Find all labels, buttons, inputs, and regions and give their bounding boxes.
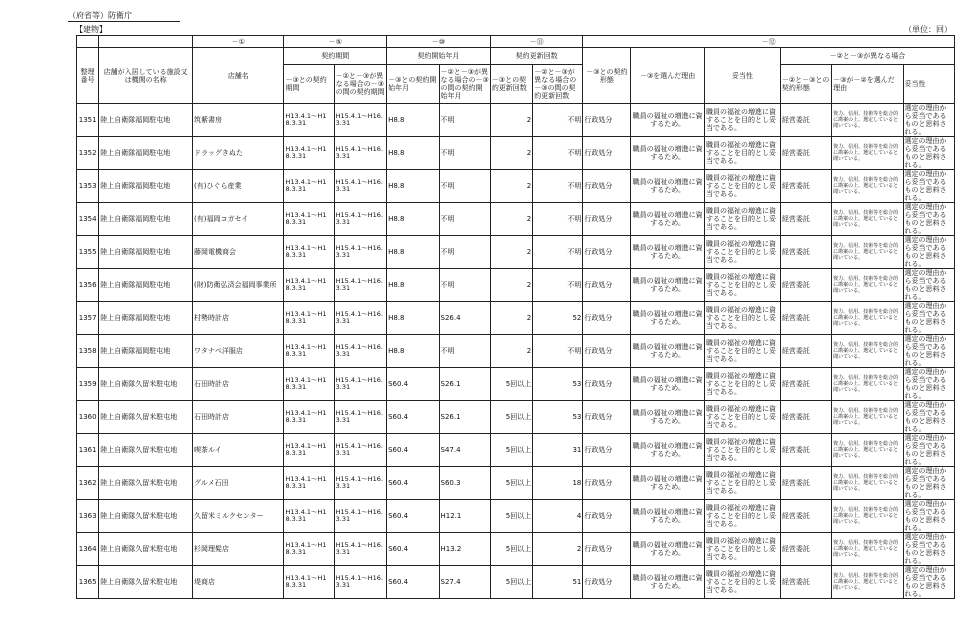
- subgroup-diff-case: －②と－③が異なる場合: [780, 48, 954, 65]
- cell-period3: H13.4.1～H18.3.31: [284, 170, 334, 203]
- cell-reason3: 職員の福祉の増進に資するため。: [631, 104, 705, 137]
- cell-start-diff: H13.2: [439, 533, 490, 566]
- category-label: 【建物】: [75, 25, 107, 34]
- cell-start3: H8.8: [387, 137, 439, 170]
- cell-office: 陸上自衛隊久留米駐屯地: [99, 434, 193, 467]
- table-row: [77, 104, 955, 137]
- cell-renew3: 2: [490, 302, 532, 335]
- col-renew-diff: －②と－③が異なる場合の－③の間の契約更新回数: [533, 65, 583, 104]
- cell-start-diff: 不明: [439, 203, 490, 236]
- cell-renew-diff: 不明: [533, 137, 583, 170]
- cell-office: 陸上自衛隊久留米駐屯地: [99, 467, 193, 500]
- cell-reason23: 資力、信用、技術等を総合的に勘案の上、選定していると聞いている。: [832, 467, 903, 500]
- col-form23: －②と－③との契約形態: [780, 65, 831, 104]
- cell-period-diff: H15.4.1～H16.3.31: [334, 368, 386, 401]
- cell-period3: H13.4.1～H18.3.31: [284, 269, 334, 302]
- col-renew3: －③との契約更新回数: [490, 65, 532, 104]
- cell-shop: 杉岡理髪店: [193, 533, 284, 566]
- cell-form23: 経営委託: [780, 500, 831, 533]
- cell-reason3: 職員の福祉の増進に資するため。: [631, 533, 705, 566]
- cell-period-diff: H15.4.1～H16.3.31: [334, 401, 386, 434]
- group-11: －⑪: [490, 36, 583, 48]
- cell-start-diff: 不明: [439, 137, 490, 170]
- header-blank: [77, 36, 99, 48]
- cell-period-diff: H15.4.1～H16.3.31: [334, 434, 386, 467]
- cell-start3: H8.8: [387, 335, 439, 368]
- cell-form23: 経営委託: [780, 170, 831, 203]
- cell-form23: 経営委託: [780, 236, 831, 269]
- cell-no: 1360: [77, 401, 99, 434]
- cell-renew-diff: 2: [533, 533, 583, 566]
- col-reason23: －③が－②を選んだ理由: [832, 65, 903, 104]
- cell-start-diff: 不明: [439, 170, 490, 203]
- cell-renew3: 2: [490, 269, 532, 302]
- cell-period-diff: H15.4.1～H16.3.31: [334, 203, 386, 236]
- cell-shop: ワタナベ洋服店: [193, 335, 284, 368]
- cell-validity: 職員の福祉の増進に資することを目的とし妥当である。: [704, 137, 780, 170]
- cell-validity2: 選定の理由から妥当であるものと思料される。: [903, 269, 954, 302]
- col-no: 整理番号: [77, 48, 99, 104]
- table-row: [77, 236, 955, 269]
- cell-office: 陸上自衛隊福岡駐屯地: [99, 236, 193, 269]
- cell-start-diff: H12.1: [439, 500, 490, 533]
- cell-validity2: 選定の理由から妥当であるものと思料される。: [903, 335, 954, 368]
- table-row: [77, 467, 955, 500]
- table-row: [77, 269, 955, 302]
- cell-validity: 職員の福祉の増進に資することを目的とし妥当である。: [704, 434, 780, 467]
- cell-validity2: 選定の理由から妥当であるものと思料される。: [903, 566, 954, 599]
- cell-office: 陸上自衛隊福岡駐屯地: [99, 269, 193, 302]
- cell-renew-diff: 52: [533, 302, 583, 335]
- cell-reason23: 資力、信用、技術等を総合的に勘案の上、選定していると聞いている。: [832, 401, 903, 434]
- cell-office: 陸上自衛隊福岡駐屯地: [99, 335, 193, 368]
- cell-form3: 行政処分: [583, 500, 631, 533]
- cell-validity2: 選定の理由から妥当であるものと思料される。: [903, 467, 954, 500]
- cell-period3: H13.4.1～H18.3.31: [284, 467, 334, 500]
- cell-period-diff: H15.4.1～H16.3.31: [334, 533, 386, 566]
- cell-office: 陸上自衛隊福岡駐屯地: [99, 170, 193, 203]
- unit-label: （単位：回）: [904, 25, 952, 34]
- cell-reason3: 職員の福祉の増進に資するため。: [631, 269, 705, 302]
- subgroup-contract-period: 契約期間: [284, 48, 387, 65]
- cell-reason23: 資力、信用、技術等を総合的に勘案の上、選定していると聞いている。: [832, 203, 903, 236]
- cell-no: 1361: [77, 434, 99, 467]
- cell-start3: S60.4: [387, 434, 439, 467]
- table-row: [77, 335, 955, 368]
- cell-form23: 経営委託: [780, 566, 831, 599]
- cell-period3: H13.4.1～H18.3.31: [284, 203, 334, 236]
- subgroup-renewal-count: 契約更新回数: [490, 48, 583, 65]
- cell-shop: グルメ石田: [193, 467, 284, 500]
- ministry-label: （府省等）防衛庁: [68, 11, 180, 22]
- cell-start3: H8.8: [387, 170, 439, 203]
- cell-renew3: 5回以上: [490, 434, 532, 467]
- cell-reason3: 職員の福祉の増進に資するため。: [631, 137, 705, 170]
- cell-validity: 職員の福祉の増進に資することを目的とし妥当である。: [704, 566, 780, 599]
- cell-start-diff: 不明: [439, 335, 490, 368]
- cell-validity: 職員の福祉の増進に資することを目的とし妥当である。: [704, 203, 780, 236]
- group-10: －⑩: [387, 36, 491, 48]
- cell-renew-diff: 不明: [533, 170, 583, 203]
- cell-no: 1353: [77, 170, 99, 203]
- cell-start3: S60.4: [387, 566, 439, 599]
- cell-renew3: 5回以上: [490, 500, 532, 533]
- cell-form23: 経営委託: [780, 203, 831, 236]
- cell-period3: H13.4.1～H18.3.31: [284, 401, 334, 434]
- cell-no: 1359: [77, 368, 99, 401]
- cell-period3: H13.4.1～H18.3.31: [284, 368, 334, 401]
- cell-renew3: 5回以上: [490, 467, 532, 500]
- table-row: [77, 137, 955, 170]
- cell-reason23: 資力、信用、技術等を総合的に勘案の上、選定していると聞いている。: [832, 302, 903, 335]
- cell-shop: 喫茶ルイ: [193, 434, 284, 467]
- cell-start3: H8.8: [387, 302, 439, 335]
- cell-validity2: 選定の理由から妥当であるものと思料される。: [903, 203, 954, 236]
- cell-validity: 職員の福祉の増進に資することを目的とし妥当である。: [704, 269, 780, 302]
- cell-shop: 筑紫書房: [193, 104, 284, 137]
- cell-renew3: 5回以上: [490, 368, 532, 401]
- cell-office: 陸上自衛隊福岡駐屯地: [99, 104, 193, 137]
- cell-shop: 村勢時計店: [193, 302, 284, 335]
- cell-shop: (有)福岡コガセイ: [193, 203, 284, 236]
- cell-reason23: 資力、信用、技術等を総合的に勘案の上、選定していると聞いている。: [832, 269, 903, 302]
- cell-shop: (財)防衛弘済会福岡事業所: [193, 269, 284, 302]
- cell-period3: H13.4.1～H18.3.31: [284, 335, 334, 368]
- cell-validity: 職員の福祉の増進に資することを目的とし妥当である。: [704, 170, 780, 203]
- cell-form23: 経営委託: [780, 467, 831, 500]
- cell-shop: 石田時計店: [193, 368, 284, 401]
- cell-start3: S60.4: [387, 500, 439, 533]
- cell-validity: 職員の福祉の増進に資することを目的とし妥当である。: [704, 368, 780, 401]
- cell-form3: 行政処分: [583, 170, 631, 203]
- cell-reason3: 職員の福祉の増進に資するため。: [631, 401, 705, 434]
- cell-reason3: 職員の福祉の増進に資するため。: [631, 500, 705, 533]
- cell-form23: 経営委託: [780, 368, 831, 401]
- cell-office: 陸上自衛隊福岡駐屯地: [99, 203, 193, 236]
- cell-reason3: 職員の福祉の増進に資するため。: [631, 203, 705, 236]
- cell-renew3: 2: [490, 170, 532, 203]
- table-row: [77, 368, 955, 401]
- cell-period-diff: H15.4.1～H16.3.31: [334, 269, 386, 302]
- col-start-diff: －②と－③が異なる場合の－③の間の契約開始年月: [439, 65, 490, 104]
- cell-shop: 石田時計店: [193, 401, 284, 434]
- cell-renew-diff: 不明: [533, 104, 583, 137]
- cell-renew3: 2: [490, 104, 532, 137]
- cell-reason3: 職員の福祉の増進に資するため。: [631, 236, 705, 269]
- cell-form23: 経営委託: [780, 104, 831, 137]
- cell-renew-diff: 18: [533, 467, 583, 500]
- cell-form23: 経営委託: [780, 533, 831, 566]
- cell-reason23: 資力、信用、技術等を総合的に勘案の上、選定していると聞いている。: [832, 368, 903, 401]
- cell-validity2: 選定の理由から妥当であるものと思料される。: [903, 500, 954, 533]
- cell-renew3: 5回以上: [490, 566, 532, 599]
- cell-office: 陸上自衛隊久留米駐屯地: [99, 368, 193, 401]
- cell-start3: S60.4: [387, 533, 439, 566]
- cell-reason23: 資力、信用、技術等を総合的に勘案の上、選定していると聞いている。: [832, 236, 903, 269]
- cell-start-diff: S26.1: [439, 368, 490, 401]
- cell-renew-diff: 不明: [533, 203, 583, 236]
- cell-no: 1365: [77, 566, 99, 599]
- cell-office: 陸上自衛隊福岡駐屯地: [99, 137, 193, 170]
- group-5: －⑤: [284, 36, 387, 48]
- cell-no: 1364: [77, 533, 99, 566]
- cell-validity2: 選定の理由から妥当であるものと思料される。: [903, 236, 954, 269]
- cell-shop: 久留米ミルクセンター: [193, 500, 284, 533]
- cell-reason23: 資力、信用、技術等を総合的に勘案の上、選定していると聞いている。: [832, 137, 903, 170]
- cell-renew3: 2: [490, 335, 532, 368]
- cell-period3: H13.4.1～H18.3.31: [284, 434, 334, 467]
- cell-renew-diff: 51: [533, 566, 583, 599]
- cell-validity2: 選定の理由から妥当であるものと思料される。: [903, 137, 954, 170]
- cell-validity2: 選定の理由から妥当であるものと思料される。: [903, 401, 954, 434]
- col-office: 店舗が入居している施設又は機関の名称: [99, 48, 193, 104]
- cell-form3: 行政処分: [583, 533, 631, 566]
- cell-office: 陸上自衛隊久留米駐屯地: [99, 500, 193, 533]
- col-validity2: 妥当性: [903, 65, 954, 104]
- cell-reason23: 資力、信用、技術等を総合的に勘案の上、選定していると聞いている。: [832, 170, 903, 203]
- cell-validity2: 選定の理由から妥当であるものと思料される。: [903, 368, 954, 401]
- table-row: [77, 203, 955, 236]
- cell-renew-diff: 不明: [533, 269, 583, 302]
- cell-form3: 行政処分: [583, 467, 631, 500]
- cell-start-diff: 不明: [439, 104, 490, 137]
- col-reason3: －③を選んだ理由: [631, 48, 705, 104]
- cell-period3: H13.4.1～H18.3.31: [284, 302, 334, 335]
- cell-shop: 堤商店: [193, 566, 284, 599]
- cell-office: 陸上自衛隊久留米駐屯地: [99, 566, 193, 599]
- col-period-diff: －②と－③が異なる場合の－③の間の契約期間: [334, 65, 386, 104]
- cell-period-diff: H15.4.1～H16.3.31: [334, 137, 386, 170]
- cell-form3: 行政処分: [583, 566, 631, 599]
- cell-period-diff: H15.4.1～H16.3.31: [334, 335, 386, 368]
- contract-table: [76, 35, 955, 599]
- cell-validity2: 選定の理由から妥当であるものと思料される。: [903, 104, 954, 137]
- cell-renew3: 2: [490, 137, 532, 170]
- col-form3: －③との契約形態: [583, 48, 631, 104]
- cell-validity: 職員の福祉の増進に資することを目的とし妥当である。: [704, 500, 780, 533]
- cell-validity: 職員の福祉の増進に資することを目的とし妥当である。: [704, 236, 780, 269]
- cell-validity: 職員の福祉の増進に資することを目的とし妥当である。: [704, 401, 780, 434]
- cell-form23: 経営委託: [780, 335, 831, 368]
- cell-validity: 職員の福祉の増進に資することを目的とし妥当である。: [704, 302, 780, 335]
- cell-start-diff: S60.3: [439, 467, 490, 500]
- cell-form3: 行政処分: [583, 203, 631, 236]
- cell-shop: ドラッグきぬた: [193, 137, 284, 170]
- col-period3: －③との契約期間: [284, 65, 334, 104]
- cell-form3: 行政処分: [583, 104, 631, 137]
- cell-period-diff: H15.4.1～H16.3.31: [334, 236, 386, 269]
- cell-shop: 藤岡電機商会: [193, 236, 284, 269]
- cell-period-diff: H15.4.1～H16.3.31: [334, 302, 386, 335]
- cell-start-diff: S47.4: [439, 434, 490, 467]
- cell-period-diff: H15.4.1～H16.3.31: [334, 566, 386, 599]
- cell-period3: H13.4.1～H18.3.31: [284, 137, 334, 170]
- cell-no: 1363: [77, 500, 99, 533]
- cell-form23: 経営委託: [780, 434, 831, 467]
- cell-start3: H8.8: [387, 236, 439, 269]
- cell-reason23: 資力、信用、技術等を総合的に勘案の上、選定していると聞いている。: [832, 533, 903, 566]
- cell-reason23: 資力、信用、技術等を総合的に勘案の上、選定していると聞いている。: [832, 500, 903, 533]
- cell-renew3: 5回以上: [490, 401, 532, 434]
- cell-period-diff: H15.4.1～H16.3.31: [334, 170, 386, 203]
- cell-form3: 行政処分: [583, 434, 631, 467]
- cell-renew-diff: 53: [533, 368, 583, 401]
- cell-validity2: 選定の理由から妥当であるものと思料される。: [903, 434, 954, 467]
- table-row: [77, 401, 955, 434]
- cell-form3: 行政処分: [583, 137, 631, 170]
- cell-start-diff: S26.4: [439, 302, 490, 335]
- cell-reason3: 職員の福祉の増進に資するため。: [631, 302, 705, 335]
- cell-validity: 職員の福祉の増進に資することを目的とし妥当である。: [704, 104, 780, 137]
- cell-form3: 行政処分: [583, 269, 631, 302]
- group-1: －①: [193, 36, 284, 48]
- cell-start3: H8.8: [387, 269, 439, 302]
- cell-no: 1356: [77, 269, 99, 302]
- cell-form23: 経営委託: [780, 137, 831, 170]
- cell-form23: 経営委託: [780, 269, 831, 302]
- col-shop: 店舗名: [193, 48, 284, 104]
- cell-start3: H8.8: [387, 203, 439, 236]
- table-row: [77, 533, 955, 566]
- cell-reason23: 資力、信用、技術等を総合的に勘案の上、選定していると聞いている。: [832, 335, 903, 368]
- cell-renew3: 2: [490, 236, 532, 269]
- cell-validity: 職員の福祉の増進に資することを目的とし妥当である。: [704, 467, 780, 500]
- cell-validity: 職員の福祉の増進に資することを目的とし妥当である。: [704, 335, 780, 368]
- cell-start3: S60.4: [387, 401, 439, 434]
- cell-renew3: 2: [490, 203, 532, 236]
- cell-reason3: 職員の福祉の増進に資するため。: [631, 434, 705, 467]
- cell-reason23: 資力、信用、技術等を総合的に勘案の上、選定していると聞いている。: [832, 104, 903, 137]
- cell-shop: (有)ひぐら産業: [193, 170, 284, 203]
- cell-period3: H13.4.1～H18.3.31: [284, 236, 334, 269]
- table-row: [77, 302, 955, 335]
- header-blank: [99, 36, 193, 48]
- cell-no: 1357: [77, 302, 99, 335]
- cell-renew-diff: 不明: [533, 335, 583, 368]
- group-12: －⑫: [583, 36, 955, 48]
- cell-form3: 行政処分: [583, 302, 631, 335]
- cell-no: 1355: [77, 236, 99, 269]
- cell-renew-diff: 4: [533, 500, 583, 533]
- cell-no: 1362: [77, 467, 99, 500]
- cell-renew3: 5回以上: [490, 533, 532, 566]
- table-row: [77, 170, 955, 203]
- cell-no: 1352: [77, 137, 99, 170]
- cell-period3: H13.4.1～H18.3.31: [284, 500, 334, 533]
- cell-period-diff: H15.4.1～H16.3.31: [334, 467, 386, 500]
- subgroup-contract-start: 契約開始年月: [387, 48, 491, 65]
- table-row: [77, 434, 955, 467]
- cell-validity: 職員の福祉の増進に資することを目的とし妥当である。: [704, 533, 780, 566]
- cell-reason23: 資力、信用、技術等を総合的に勘案の上、選定していると聞いている。: [832, 566, 903, 599]
- cell-no: 1354: [77, 203, 99, 236]
- table-row: [77, 500, 955, 533]
- cell-start3: H8.8: [387, 104, 439, 137]
- cell-start-diff: S27.4: [439, 566, 490, 599]
- cell-period3: H13.4.1～H18.3.31: [284, 533, 334, 566]
- cell-start-diff: S26.1: [439, 401, 490, 434]
- cell-start3: S60.4: [387, 368, 439, 401]
- table-row: [77, 566, 955, 599]
- cell-office: 陸上自衛隊福岡駐屯地: [99, 302, 193, 335]
- cell-start3: S60.4: [387, 467, 439, 500]
- cell-form3: 行政処分: [583, 236, 631, 269]
- cell-form3: 行政処分: [583, 368, 631, 401]
- cell-office: 陸上自衛隊久留米駐屯地: [99, 401, 193, 434]
- cell-period3: H13.4.1～H18.3.31: [284, 566, 334, 599]
- cell-office: 陸上自衛隊久留米駐屯地: [99, 533, 193, 566]
- cell-period-diff: H15.4.1～H16.3.31: [334, 500, 386, 533]
- cell-period-diff: H15.4.1～H16.3.31: [334, 104, 386, 137]
- cell-form23: 経営委託: [780, 302, 831, 335]
- cell-no: 1351: [77, 104, 99, 137]
- cell-reason3: 職員の福祉の増進に資するため。: [631, 467, 705, 500]
- cell-start-diff: 不明: [439, 269, 490, 302]
- cell-renew-diff: 31: [533, 434, 583, 467]
- cell-reason3: 職員の福祉の増進に資するため。: [631, 335, 705, 368]
- col-validity: 妥当性: [704, 48, 780, 104]
- cell-renew-diff: 53: [533, 401, 583, 434]
- cell-reason3: 職員の福祉の増進に資するため。: [631, 566, 705, 599]
- cell-form3: 行政処分: [583, 335, 631, 368]
- cell-validity2: 選定の理由から妥当であるものと思料される。: [903, 302, 954, 335]
- cell-no: 1358: [77, 335, 99, 368]
- cell-reason3: 職員の福祉の増進に資するため。: [631, 368, 705, 401]
- col-start3: －③との契約開始年月: [387, 65, 439, 104]
- cell-reason23: 資力、信用、技術等を総合的に勘案の上、選定していると聞いている。: [832, 434, 903, 467]
- cell-form23: 経営委託: [780, 401, 831, 434]
- cell-start-diff: 不明: [439, 236, 490, 269]
- cell-reason3: 職員の福祉の増進に資するため。: [631, 170, 705, 203]
- cell-validity2: 選定の理由から妥当であるものと思料される。: [903, 533, 954, 566]
- cell-period3: H13.4.1～H18.3.31: [284, 104, 334, 137]
- cell-form3: 行政処分: [583, 401, 631, 434]
- cell-validity2: 選定の理由から妥当であるものと思料される。: [903, 170, 954, 203]
- cell-renew-diff: 不明: [533, 236, 583, 269]
